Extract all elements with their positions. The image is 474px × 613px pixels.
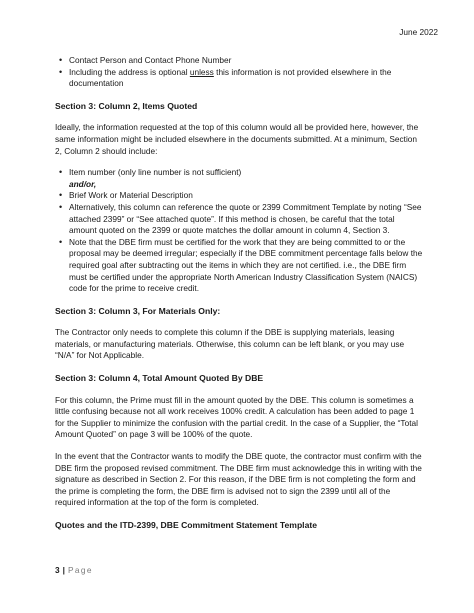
section-heading-materials: Section 3: Column 3, For Materials Only:	[55, 305, 221, 316]
list-item-text: Contact Person and Contact Phone Number	[69, 55, 232, 65]
list-item	[55, 202, 423, 237]
section-heading-items-quoted: Section 3: Column 2, Items Quoted	[55, 100, 198, 111]
page-word: Page	[67, 565, 93, 575]
paragraph: Ideally, the information requested at the top of this column would all be provided here, however, the same information might be included elsewhere in the documents submitted. At a minimum, Section 2, Column 2 should include:	[55, 122, 419, 156]
list-item-text: Item number (only line number is not sufficient)	[69, 167, 242, 178]
paragraph: In the event that the Contractor wants to modify the DBE quote, the contractor must confirm with the DBE firm the proposed revised commitment. The DBE firm must acknowledge this in writing with the signature as described in Section 2. For this reason, if the DBE firm is not completing the form and the prime is completing the form, the DBE firm is advised not to sign the 2399 until all of the required information at the top of the form is completed.	[55, 451, 422, 508]
list-item-text: Alternatively, this column can reference the quote or 2399 Commitment Template by noting “See attached 2399” or “See attached quote”. If this method is chosen, be careful that the total amount quoted on the 2399 or quote matches the dollar amount in column 4, Section 3.	[69, 201, 422, 236]
underlined-word: unless	[189, 66, 214, 77]
page-body	[55, 55, 423, 532]
list-item-text: Note that the DBE firm must be certified for the work that they are being committed to or the proposal may be deemed irregular; especially if the DBE commitment percentage falls below the required goal after subtracting out the items in which they are not certified. i.e., the DBE firm must be certified under the appropriate North American Industry Classification System (NAICS) code for the prime to receive credit.	[69, 236, 423, 294]
list-item	[55, 167, 423, 190]
paragraph: For this column, the Prime must fill in the amount quoted by the DBE. This column is sometimes a little confusing because not all work receives 100% credit. A calculation has been added to page 1 for the Supplier to minimize the confusion with the partial credit. In the case of a Supplier, the “Total Amount Quoted” on page 3 will be 100% of the quote.	[55, 394, 418, 440]
list-item	[55, 237, 423, 295]
items-quoted-list	[55, 167, 423, 295]
footer-separator: |	[62, 565, 65, 575]
contact-list	[55, 55, 423, 90]
list-item-text: Including the address is optional	[69, 66, 190, 77]
page-footer	[55, 565, 93, 575]
list-item	[55, 190, 423, 202]
list-item	[55, 67, 423, 90]
header-date: June 2022	[399, 27, 438, 37]
list-item-text: Brief Work or Material Description	[69, 190, 193, 201]
paragraph: The Contractor only needs to complete this column if the DBE is supplying materials, leasing materials, or manufacturing materials. Otherwise, this column can be left blank, or you may use “N/A” for Not Applicable.	[55, 327, 405, 361]
list-item-text: this information is not provided elsewhere in the documentation	[69, 66, 392, 89]
page-number: 3	[55, 565, 60, 575]
and-or-text: and/or,	[69, 178, 97, 189]
section-heading-quotes: Quotes and the ITD-2399, DBE Commitment Statement Template	[55, 520, 317, 530]
list-item	[55, 55, 423, 67]
section-heading-total-amount: Section 3: Column 4, Total Amount Quoted By DBE	[55, 373, 264, 384]
